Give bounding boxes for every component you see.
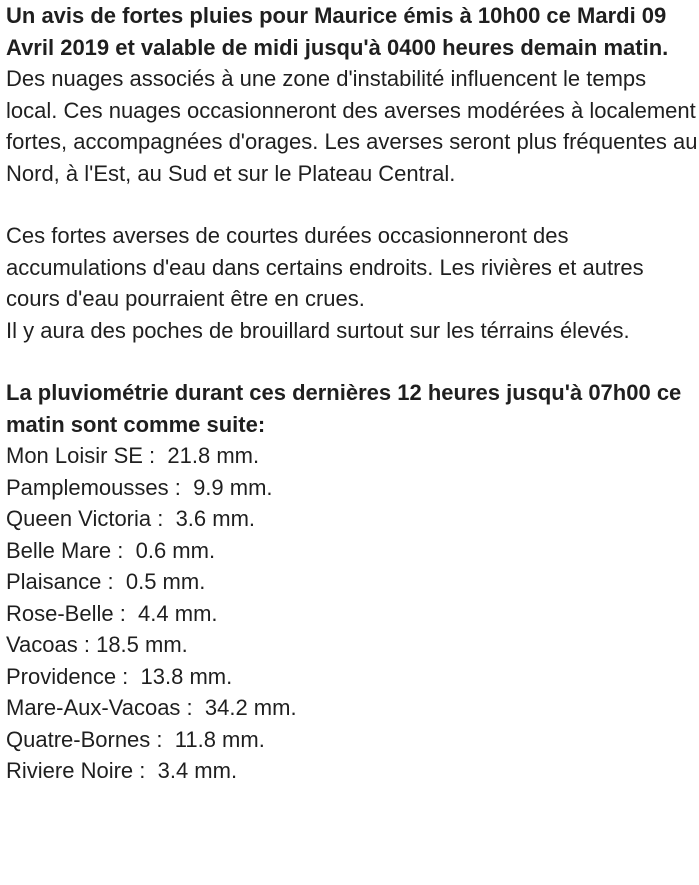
paragraph-spacer xyxy=(6,189,699,220)
station-item-queen-victoria: Queen Victoria : 3.6 mm. xyxy=(6,506,256,531)
bulletin-paragraph-fog: Il y aura des poches de brouillard surtout sur les térrains élevés. xyxy=(6,317,630,343)
station-item-quatre-bornes: Quatre-Bornes : 11.8 mm. xyxy=(6,726,265,752)
bulletin-paragraph-instability: Des nuages associés à une zone d'instabilité influencent le temps local. Ces nuages occasionneront des averses modérées à localement fortes, accompagnées d'orages. Les averses seront plus fréquentes au Nord, à l'Est, au Sud et sur le Plateau Central. xyxy=(6,66,698,186)
station-item-belle-mare: Belle Mare : 0.6 mm. xyxy=(6,537,216,563)
station-item-plaisance: Plaisance : 0.5 mm. xyxy=(6,569,206,594)
bulletin-headline: Un avis de fortes pluies pour Maurice émis à 10h00 ce Mardi 09 Avril 2019 et valable de midi jusqu'à 0400 heures demain matin. xyxy=(6,3,669,60)
bulletin-paragraph-accumulation: Ces fortes averses de courtes durées occasionneront des accumulations d'eau dans certains endroits. Les rivières et autres cours d'eau pourraient être en crues. xyxy=(6,223,644,311)
station-item-riviere-noire: Riviere Noire : 3.4 mm. xyxy=(6,758,238,783)
rainfall-heading: La pluviométrie durant ces dernières 12 heures jusqu'à 07h00 ce matin sont comme suite: xyxy=(6,380,682,437)
station-item-mon-loisir: Mon Loisir SE : 21.8 mm. xyxy=(6,443,260,468)
paragraph-spacer xyxy=(6,346,699,377)
station-item-providence: Providence : 13.8 mm. xyxy=(6,663,233,689)
rainfall-station-list xyxy=(6,440,699,787)
station-item-rose-belle: Rose-Belle : 4.4 mm. xyxy=(6,600,218,626)
station-item-mare-aux-vacoas: Mare-Aux-Vacoas : 34.2 mm. xyxy=(6,695,297,720)
station-item-vacoas: Vacoas : 18.5 mm. xyxy=(6,632,188,657)
station-item-pamplemousses: Pamplemousses : 9.9 mm. xyxy=(6,474,273,500)
